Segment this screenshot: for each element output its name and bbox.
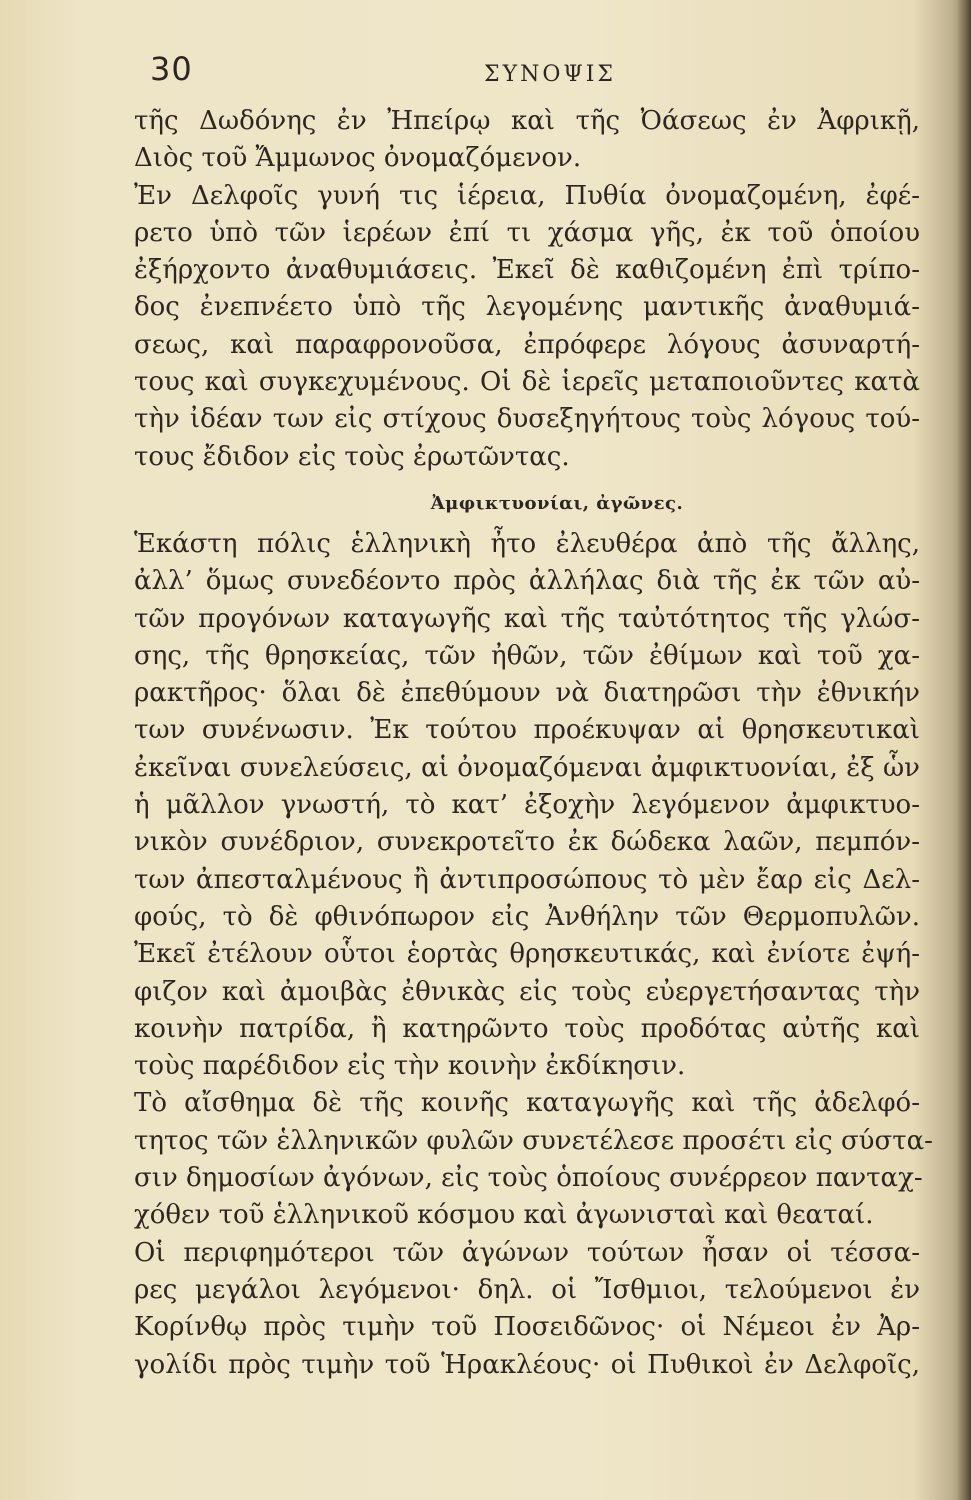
text-line: ἡ μᾶλλον γνωστή, τὸ κατ’ ἐξοχὴν λεγόμενον ἀμφικτυο- xyxy=(134,790,920,821)
text-line: τους ἔδιδον εἰς τοὺς ἐρωτῶντας. xyxy=(134,441,570,472)
text-line: τητος τῶν ἑλληνικῶν φυλῶν συνετέλεσε προσέτι εἰς σύστα- xyxy=(134,1125,933,1156)
text-line: γολίδι πρὸς τιμὴν τοῦ Ἡρακλέους· οἱ Πυθικοὶ ἐν Δελφοῖς, xyxy=(134,1349,920,1380)
text-line: Κορίνθῳ πρὸς τιμὴν τοῦ Ποσειδῶνος· οἱ Νέμεοι ἐν Ἀρ- xyxy=(134,1312,920,1343)
text-line: Οἱ περιφημότεροι τῶν ἀγώνων τούτων ἦσαν οἱ τέσσα- xyxy=(134,1237,920,1268)
section-heading: Ἀμφικτυονίαι, ἀγῶνες. xyxy=(430,492,684,514)
text-line: Ἑκάστη πόλις ἑλληνικὴ ἦτο ἐλευθέρα ἀπὸ τῆς ἄλλης, xyxy=(134,528,920,559)
text-line: ρακτῆρος· ὅλαι δὲ ἐπεθύμουν νὰ διατηρῶσι τὴν ἐθνικήν xyxy=(134,678,920,709)
paragraph-great-games xyxy=(134,1235,920,1384)
text-line: δος ἐνεπνέετο ὑπὸ τῆς λεγομένης μαντικῆς ἀναθυμιά- xyxy=(134,292,920,323)
text-line: των συνένωσιν. Ἐκ τούτου προέκυψαν αἱ θρησκευτικαὶ xyxy=(134,715,920,746)
text-line: χόθεν τοῦ ἑλληνικοῦ κόσμου καὶ ἀγωνισταὶ καὶ θεαταί. xyxy=(134,1200,874,1231)
text-line: σιν δημοσίων ἀγόνων, εἰς τοὺς ὁποίους συνέρρεον πανταχ- xyxy=(134,1163,923,1194)
text-line: ἀλλ’ ὅμως συνεδέοντο πρὸς ἀλλήλας διὰ τῆς ἐκ τῶν αὐ- xyxy=(134,566,920,597)
text-line: σης, τῆς θρησκείας, τῶν ἠθῶν, τῶν ἐθίμων καὶ τοῦ χα- xyxy=(134,640,920,671)
text-line: των ἀπεσταλμένους ἢ ἀντιπροσώπους τὸ μὲν ἔαρ εἰς Δελ- xyxy=(134,864,920,895)
text-line: ἐξήρχοντο ἀναθυμιάσεις. Ἐκεῖ δὲ καθιζομένη ἐπὶ τρίπο- xyxy=(134,255,920,286)
text-line: φιζον καὶ ἀμοιβὰς ἐθνικὰς εἰς τοὺς εὐεργετήσαντας τὴν xyxy=(134,976,920,1007)
body-text xyxy=(134,103,933,1384)
page-edge-shadow xyxy=(957,0,971,1500)
text-line: τοὺς παρέδιδον εἰς τὴν κοινὴν ἐκδίκησιν. xyxy=(134,1051,686,1082)
text-line: τῶν προγόνων καταγωγῆς καὶ τῆς ταὐτότητος τῆς γλώσ- xyxy=(134,603,920,634)
text-line: τὴν ἰδέαν των εἰς στίχους δυσεξηγήτους τοὺς λόγους τού- xyxy=(134,404,920,435)
text-line: Τὸ αἴσθημα δὲ τῆς κοινῆς καταγωγῆς καὶ τῆς ἀδελφό- xyxy=(134,1088,920,1119)
text-line: ρετο ὑπὸ τῶν ἱερέων ἐπί τι χάσμα γῆς, ἐκ τοῦ ὁποίου xyxy=(134,217,920,248)
text-line: τῆς Δωδόνης ἐν Ἠπείρῳ καὶ τῆς Ὀάσεως ἐν Ἀφρικῇ, xyxy=(134,106,920,136)
text-line: τους καὶ συγκεχυμένους. Οἱ δὲ ἱερεῖς μεταποιοῦντες κατὰ xyxy=(134,367,920,398)
text-line: κοινὴν πατρίδα, ἢ κατηρῶντο τοὺς προδότας αὐτῆς καὶ xyxy=(134,1013,920,1044)
text-line: ρες μεγάλοι λεγόμενοι· δηλ. οἱ Ἴσθμιοι, τελούμενοι ἐν xyxy=(134,1274,920,1305)
text-line: Διὸς τοῦ Ἄμμωνος ὀνομαζόμενον. xyxy=(134,143,582,174)
text-line: ἐκεῖναι συνελεύσεις, αἱ ὀνομαζόμεναι ἀμφικτυονίαι, ἐξ ὧν xyxy=(134,752,920,783)
page-number: 30 xyxy=(150,50,193,88)
text-line: νικὸν συνέδριον, συνεκροτεῖτο ἐκ δώδεκα λαῶν, πεμπόν- xyxy=(134,827,920,858)
paragraph-oracles xyxy=(134,103,920,476)
text-line: σεως, καὶ παραφρονοῦσα, ἐπρόφερε λόγους ἀσυναρτή- xyxy=(134,329,920,360)
text-line: φούς, τὸ δὲ φθινόπωρον εἰς Ἀνθήλην τῶν Θερμοπυλῶν. xyxy=(134,901,920,932)
page-header xyxy=(140,50,940,100)
text-line: Ἐν Δελφοῖς γυνή τις ἱέρεια, Πυθία ὀνομαζομένη, ἐφέ- xyxy=(134,180,920,211)
paragraph-games xyxy=(134,1085,933,1234)
paragraph-amphictyonies xyxy=(134,526,920,1085)
text-line: Ἐκεῖ ἐτέλουν οὗτοι ἑορτὰς θρησκευτικάς, καὶ ἐνίοτε ἐψή- xyxy=(134,939,920,970)
running-title: ΣΥΝΟΨΙΣ xyxy=(484,62,616,87)
